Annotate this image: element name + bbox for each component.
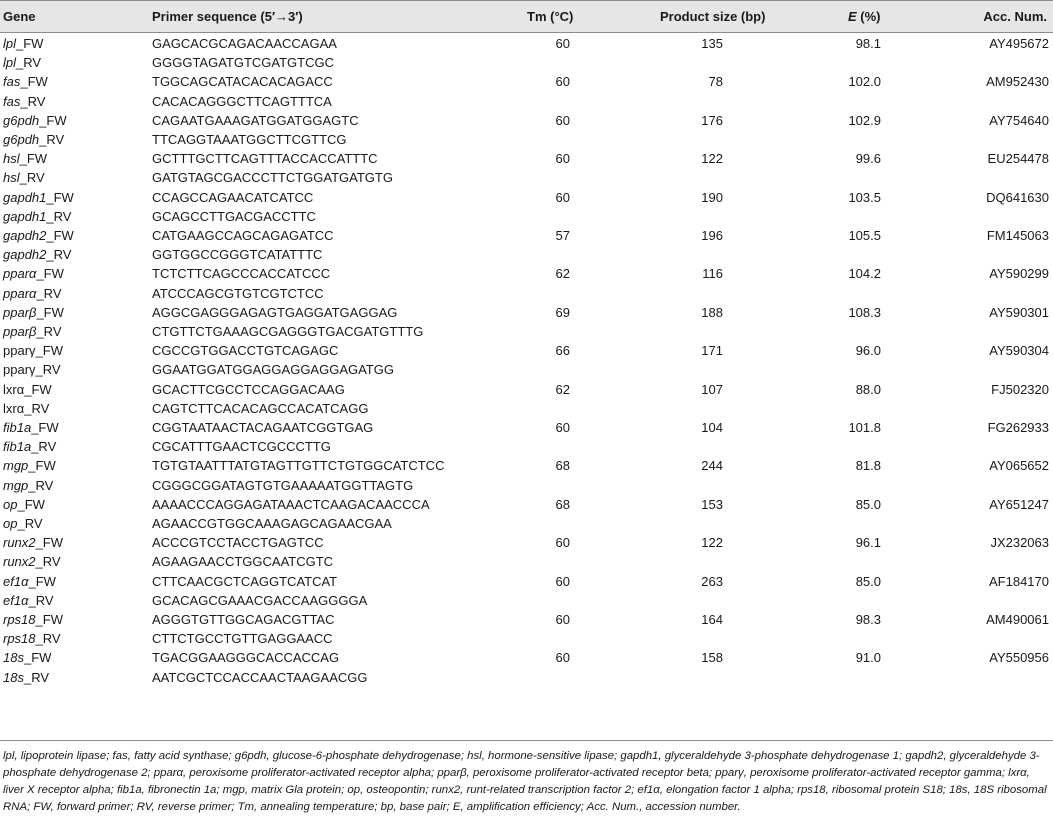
table-row: [0, 494, 1053, 513]
accession-number: FG262933: [987, 420, 1049, 435]
primer-sequence: GCAGCCTTGACGACCTTC: [152, 208, 316, 224]
header-accession: Acc. Num.: [983, 9, 1047, 24]
product-size-value: 135: [701, 36, 723, 51]
table-row: [0, 628, 1053, 647]
primer-sequence: TCTCTTCAGCCCACCATCCC: [152, 266, 331, 282]
primer-direction: _FW: [16, 36, 44, 51]
gene-symbol: pparα: [3, 266, 37, 282]
gene-name: [3, 305, 64, 321]
gene-symbol: 18s: [3, 669, 24, 685]
gene-symbol: op: [3, 496, 18, 512]
table-row: [0, 551, 1053, 570]
gene-symbol: fib1a: [3, 420, 32, 435]
primer-sequence: AGGGTGTTGGCAGACGTTAC: [152, 612, 335, 627]
header-product-size: Product size (bp): [660, 9, 766, 24]
gene-name: [3, 343, 63, 359]
header-efficiency: [848, 9, 881, 25]
primer-sequence: GCACAGCGAAACGACCAAGGGGA: [152, 592, 368, 608]
table-row: [0, 148, 1053, 167]
table-row: [0, 590, 1053, 609]
gene-symbol: mgp: [3, 458, 29, 474]
table-row: [0, 667, 1053, 686]
primer-direction: _RV: [46, 247, 72, 263]
gene-name: [3, 458, 56, 474]
product-size-value: 116: [702, 266, 723, 282]
gene-name: [3, 36, 43, 52]
primer-direction: _RV: [16, 55, 42, 71]
gene-symbol: fas: [3, 74, 21, 90]
primer-sequence: CTGTTCTGAAAGCGAGGGTGACGATGTTTG: [152, 324, 424, 339]
gene-name: [3, 631, 61, 647]
tm-value: 68: [555, 458, 570, 474]
gene-name: [3, 228, 74, 244]
gene-name: [3, 151, 47, 167]
tm-value: 60: [555, 36, 570, 51]
header-tm: Tm (°C): [527, 9, 574, 24]
table-row: [0, 167, 1053, 186]
gene-symbol: fas: [3, 93, 21, 109]
accession-number: EU254478: [987, 151, 1049, 167]
product-size-value: 244: [701, 458, 723, 474]
primer-sequence: GATGTAGCGACCCTTCTGGATGATGTG: [152, 170, 393, 186]
gene-symbol: gapdh1: [3, 208, 47, 224]
gene-symbol: mgp: [3, 477, 29, 493]
primer-sequence: AATCGCTCCACCAACTAAGAACGG: [152, 669, 368, 685]
tm-value: 57: [555, 228, 570, 243]
primer-direction: _RV: [17, 516, 43, 531]
table-row: [0, 91, 1053, 110]
primer-direction: _RV: [36, 285, 62, 301]
tm-value: 60: [555, 650, 570, 666]
table-row: [0, 475, 1053, 494]
gene-symbol: pparβ: [3, 324, 37, 339]
table-footnote: lpl, lipoprotein lipase; fas, fatty acid synthase; g6pdh, glucose-6-phosphate dehydrogenase; hsl, hormone-sensitive lipase; gapdh1, glyceraldehyde 3-phosphate dehydrogenase 1; gapdh2, glyceraldehyde 3-phosphate dehydrogenase 2; pparα, peroxisome proliferator-activated receptor alpha; pparβ, peroxisome proliferator-activated receptor beta; pparγ, peroxisome proliferator-activated receptor gamma; lxrα, liver X receptor alpha; fib1a, fibronectin 1a; mgp, matrix Gla protein; op, osteopontin; runx2, runt-related transcription factor 2; ef1α, elongation factor 1 alpha; rps18, ribosomal protein S18; 18s, 18S ribosomal RNA; FW, forward primer; RV, reverse primer; Tm, annealing temperature; bp, base pair; E, amplification efficiency; Acc. Num., accession number.: [3, 750, 1047, 813]
gene-name: [3, 190, 74, 206]
accession-number: JX232063: [990, 535, 1049, 551]
gene-name: [3, 554, 61, 570]
efficiency-value: 85.0: [855, 496, 881, 512]
tm-value: 68: [555, 496, 570, 512]
accession-number: AY495672: [989, 36, 1049, 51]
accession-number: AF184170: [989, 573, 1049, 589]
primer-direction: _FW: [28, 573, 56, 589]
product-size-value: 176: [701, 112, 723, 128]
primer-sequence: GGGGTAGATGTCGATGTCGC: [152, 55, 334, 71]
gene-symbol: hsl: [3, 170, 20, 186]
tm-value: 60: [555, 573, 570, 589]
table-row: [0, 321, 1053, 340]
efficiency-value: 108.3: [848, 304, 881, 320]
tm-value: 60: [555, 112, 570, 128]
header-efficiency-symbol: E: [848, 9, 857, 24]
table-row: [0, 129, 1053, 148]
table-row: [0, 571, 1053, 590]
efficiency-value: 88.0: [855, 381, 881, 397]
efficiency-value: 91.0: [855, 650, 881, 666]
primer-sequence: CGCATTTGAACTCGCCCTTG: [152, 439, 331, 455]
primer-sequence: TTCAGGTAAATGGCTTCGTTCG: [152, 132, 347, 147]
efficiency-value: 102.9: [848, 112, 881, 128]
gene-name: [3, 420, 59, 436]
gene-name: [3, 382, 52, 398]
table-row: [0, 263, 1053, 282]
gene-name: [3, 535, 63, 551]
primer-sequence: AGAAGAACCTGGCAATCGTC: [152, 554, 334, 570]
table-row: [0, 359, 1053, 378]
accession-number: AY550956: [989, 650, 1049, 666]
primer-direction: lxrα_RV: [3, 400, 50, 416]
gene-name: [3, 362, 61, 378]
accession-number: DQ641630: [986, 189, 1049, 205]
primer-sequence: CACACAGGGCTTCAGTTTCA: [152, 93, 332, 109]
accession-number: AY590301: [989, 304, 1049, 320]
gene-name: [3, 94, 45, 110]
gene-name: [3, 439, 56, 455]
primer-direction: _FW: [36, 304, 64, 320]
gene-name: [3, 113, 67, 129]
gene-symbol: lpl: [3, 36, 17, 51]
primer-direction: _FW: [46, 228, 74, 243]
gene-symbol: fib1a: [3, 439, 32, 455]
header-gene: Gene: [3, 9, 36, 24]
tm-value: 60: [555, 151, 570, 167]
table-row: [0, 187, 1053, 206]
table-row: [0, 302, 1053, 321]
efficiency-value: 101.8: [848, 420, 881, 435]
product-size-value: 171: [701, 343, 723, 359]
primer-sequence: GCTTTGCTTCAGTTTACCACCATTTC: [152, 151, 378, 167]
tm-value: 62: [555, 381, 570, 397]
gene-symbol: gapdh2: [3, 228, 47, 243]
tm-value: 60: [555, 189, 570, 205]
gene-name: [3, 247, 71, 263]
table-row: [0, 398, 1053, 417]
product-size-value: 164: [701, 612, 723, 627]
gene-symbol: runx2: [3, 554, 36, 570]
primer-sequence: GAGCACGCAGACAACCAGAA: [152, 36, 337, 51]
tm-value: 60: [555, 612, 570, 627]
primer-sequence: GGTGGCCGGGTCATATTTC: [152, 247, 323, 263]
table-row: [0, 33, 1053, 52]
efficiency-value: 96.0: [855, 343, 881, 359]
primer-direction: pparγ_RV: [3, 362, 61, 378]
accession-number: AY651247: [989, 496, 1049, 512]
table-row: [0, 52, 1053, 71]
primer-direction: _FW: [36, 266, 64, 282]
primer-direction: _FW: [23, 650, 52, 666]
gene-name: [3, 593, 54, 609]
primer-sequence: CAGTCTTCACACAGCCACATCAGG: [152, 400, 369, 416]
tm-value: 60: [555, 74, 570, 90]
gene-symbol: g6pdh: [3, 112, 40, 128]
product-size-value: 196: [701, 228, 723, 243]
primer-direction: lxrα_FW: [3, 381, 52, 397]
primer-sequence: TGACGGAAGGGCACCACCAG: [152, 650, 340, 666]
efficiency-value: 99.6: [855, 151, 881, 167]
table-row: [0, 417, 1053, 436]
primer-direction: _FW: [19, 151, 48, 167]
primer-sequence: TGGCAGCATACACACAGACC: [152, 74, 333, 90]
accession-number: AY065652: [989, 458, 1049, 474]
accession-number: AY590304: [989, 343, 1049, 359]
efficiency-value: 103.5: [848, 189, 881, 205]
gene-symbol: 18s: [3, 650, 24, 666]
primer-sequence: CTTCAACGCTCAGGTCATCAT: [152, 573, 338, 589]
primer-direction: _FW: [17, 496, 45, 512]
accession-number: FJ502320: [991, 381, 1049, 397]
gene-name: [3, 286, 62, 302]
gene-name: [3, 209, 71, 225]
gene-name: [3, 516, 43, 532]
table-row: [0, 340, 1053, 359]
gene-name: [3, 74, 48, 90]
efficiency-value: 98.1: [855, 36, 881, 51]
product-size-value: 263: [701, 573, 723, 589]
primer-direction: _FW: [46, 189, 74, 205]
primer-sequence: TGTGTAATTTATGTAGTTGTTCTGTGGCATCTCC: [152, 458, 445, 474]
primer-direction: _RV: [35, 631, 61, 647]
primer-direction: _FW: [28, 458, 56, 474]
gene-symbol: ef1α: [3, 592, 29, 608]
primer-sequence: CCAGCCAGAACATCATCC: [152, 189, 314, 205]
primer-direction: _RV: [20, 93, 46, 109]
table-row: [0, 609, 1053, 628]
accession-number: AY754640: [989, 112, 1049, 128]
gene-name: [3, 401, 49, 417]
table-row: [0, 379, 1053, 398]
gene-symbol: g6pdh: [3, 132, 40, 147]
primer-sequence: AAAACCCAGGAGATAAACTCAAGACAACCCA: [152, 496, 430, 512]
primer-direction: _FW: [20, 74, 48, 90]
efficiency-value: 85.0: [855, 573, 881, 589]
gene-symbol: lpl: [3, 55, 17, 71]
primer-direction: _RV: [46, 208, 72, 224]
tm-value: 60: [555, 420, 570, 435]
gene-name: [3, 324, 62, 340]
efficiency-value: 104.2: [848, 266, 881, 282]
gene-symbol: rps18: [3, 631, 36, 647]
efficiency-value: 98.3: [855, 612, 881, 627]
gene-name: [3, 497, 45, 513]
primer-sequence: AGGCGAGGGAGAGTGAGGATGAGGAG: [152, 304, 398, 320]
gene-symbol: gapdh1: [3, 189, 47, 205]
gene-symbol: rps18: [3, 612, 36, 627]
product-size-value: 78: [708, 74, 723, 90]
product-size-value: 122: [701, 151, 723, 167]
gene-name: [3, 55, 41, 71]
product-size-value: 107: [701, 381, 723, 397]
efficiency-value: 105.5: [848, 228, 881, 243]
primer-direction: _RV: [36, 324, 62, 339]
primer-direction: _RV: [23, 669, 50, 685]
table-row: [0, 455, 1053, 474]
primer-sequence: ATCCCAGCGTGTCGTCTCC: [152, 285, 324, 301]
primer-direction: _RV: [28, 592, 54, 608]
primer-direction: _FW: [39, 112, 67, 128]
efficiency-value: 102.0: [848, 74, 881, 90]
tm-value: 60: [555, 535, 570, 551]
gene-name: [3, 670, 49, 686]
primer-direction: _FW: [35, 535, 63, 551]
accession-number: AM490061: [986, 612, 1049, 627]
primer-direction: _RV: [28, 477, 54, 493]
gene-symbol: runx2: [3, 535, 36, 551]
gene-name: [3, 266, 64, 282]
gene-name: [3, 132, 64, 148]
product-size-value: 104: [701, 420, 723, 435]
product-size-value: 122: [701, 535, 723, 551]
product-size-value: 188: [701, 304, 723, 320]
product-size-value: 158: [701, 650, 723, 666]
primer-direction: _FW: [31, 420, 59, 435]
tm-value: 66: [555, 343, 570, 359]
table-row: [0, 225, 1053, 244]
gene-symbol: pparα: [3, 285, 37, 301]
primer-sequence: CGCCGTGGACCTGTCAGAGC: [152, 343, 339, 359]
primer-sequence: CGGTAATAACTACAGAATCGGTGAG: [152, 420, 374, 435]
primer-sequence: CTTCTGCCTGTTGAGGAACC: [152, 631, 333, 647]
table-row: [0, 436, 1053, 455]
primer-direction: _RV: [35, 554, 61, 570]
table-row: [0, 110, 1053, 129]
primer-direction: _RV: [31, 439, 57, 455]
table-row: [0, 206, 1053, 225]
primer-sequence: ACCCGTCCTACCTGAGTCC: [152, 535, 324, 551]
header-primer-sequence: Primer sequence (5′→3′): [152, 9, 303, 24]
primer-direction: _RV: [19, 170, 45, 186]
primer-direction: pparγ_FW: [3, 343, 63, 359]
tm-value: 69: [555, 304, 570, 320]
table-row: [0, 532, 1053, 551]
table-row: [0, 283, 1053, 302]
gene-name: [3, 170, 45, 186]
gene-symbol: gapdh2: [3, 247, 47, 263]
table-row: [0, 244, 1053, 263]
gene-symbol: hsl: [3, 151, 20, 167]
gene-symbol: op: [3, 516, 18, 531]
primer-sequence: CATGAAGCCAGCAGAGATCC: [152, 228, 334, 243]
primer-sequence: CAGAATGAAAGATGGATGGAGTC: [152, 112, 359, 128]
table-bottom-rule: [0, 740, 1053, 741]
efficiency-value: 96.1: [855, 535, 881, 551]
gene-name: [3, 478, 53, 494]
product-size-value: 190: [701, 189, 723, 205]
primer-sequence: AGAACCGTGGCAAAGAGCAGAACGAA: [152, 516, 392, 531]
tm-value: 62: [555, 266, 570, 282]
primer-sequence: GGAATGGATGGAGGAGGAGGAGATGG: [152, 362, 394, 378]
primer-sequence: GCACTTCGCCTCCAGGACAAG: [152, 381, 345, 397]
gene-symbol: pparβ: [3, 304, 37, 320]
accession-number: FM145063: [986, 228, 1049, 243]
table-row: [0, 513, 1053, 532]
header-efficiency-unit: (%): [856, 9, 881, 24]
table-header: [0, 0, 1053, 33]
gene-name: [3, 612, 63, 628]
primer-sequence: CGGGCGGATAGTGTGAAAAATGGTTAGTG: [152, 477, 414, 493]
table-row: [0, 647, 1053, 666]
efficiency-value: 81.8: [855, 458, 881, 474]
gene-name: [3, 574, 56, 590]
primer-direction: _RV: [39, 132, 65, 147]
table-row: [0, 71, 1053, 90]
accession-number: AM952430: [986, 74, 1049, 90]
primer-direction: _FW: [35, 612, 63, 627]
gene-symbol: ef1α: [3, 573, 29, 589]
product-size-value: 153: [701, 496, 723, 512]
gene-name: [3, 650, 51, 666]
accession-number: AY590299: [989, 266, 1049, 282]
